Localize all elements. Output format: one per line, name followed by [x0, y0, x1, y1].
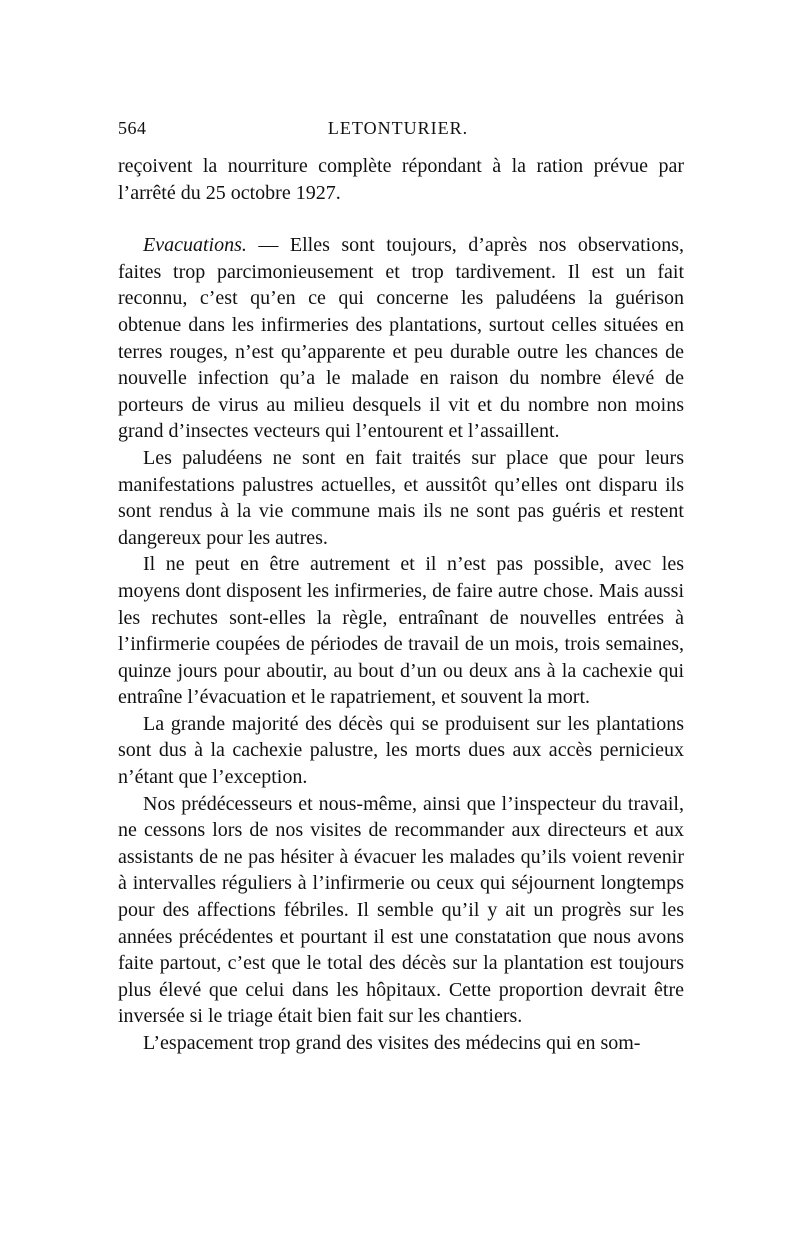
paragraph-text: Il ne peut en être autrement et il n’est pas possible, avec les moyens dont disposent les infirmeries, de faire autre chose. Mais aussi les rechutes sont-elles la règle, entraînant de nouvelles entrées à l’infirmerie coupées de périodes de travail de un mois, trois semaines, quinze jours pour aboutir, au bout d’un ou deux ans à la cachexie qui entraîne l’évacuation et le rapatriement, et souvent la mort. — [118, 553, 684, 709]
paragraph-predecesseurs — [118, 791, 684, 1030]
page-number: 564 — [118, 118, 147, 138]
paragraph-espacement — [118, 1030, 684, 1057]
body-text — [118, 153, 684, 1057]
paragraph-rechutes — [118, 551, 684, 711]
paragraph-text: L’espacement trop grand des visites des médecins qui en som- — [143, 1032, 641, 1054]
paragraph-text: Les paludéens ne sont en fait traités sur place que pour leurs manifestations palustres actuelles, et aussitôt qu’elles ont disparu ils sont rendus à la vie commune mais ils ne sont pas guéris et restent dangereux pour les autres. — [118, 446, 684, 549]
paragraph-deces — [118, 711, 684, 791]
running-head: LETONTURIER. — [327, 118, 469, 138]
section-run-in-heading: Evacuations. — [143, 234, 247, 257]
paragraph-ration — [118, 153, 684, 206]
paragraph-text: La grande majorité des décès qui se produisent sur les plantations sont dus à la cachexie palustre, les morts dues aux accès pernicieux n’étant que l’exception. — [118, 712, 684, 789]
paragraph-text: — Elles sont toujours, d’après nos observations, faites trop parcimonieusement et trop tardivement. Il est un fait reconnu, c’est qu’en ce qui concerne les paludéens la guérison obtenue dans les infirmeries des plantations, surtout celles situées en terres rouges, n’est qu’apparente et peu durable outre les chances de nouvelle infection qu’a le malade en raison du nombre élevé de porteurs de virus au milieu desquels il vit et du nombre non moins grand d’insectes vecteurs qui l’entourent et l’assaillent. — [118, 234, 684, 443]
page-header — [118, 118, 678, 142]
paragraph-text: Nos prédécesseurs et nous-même, ainsi que l’inspecteur du travail, ne cessons lors de nos visites de recommander aux directeurs et aux assistants de ne pas hésiter à évacuer les malades qu’ils voient revenir à intervalles réguliers à l’infirmerie ou ceux qui séjournent longtemps pour des affections fébriles. Il semble qu’il y ait un progrès sur les années précédentes et pourtant il est une constatation que nous avons faite partout, c’est que le total des décès sur la plantation est toujours plus élevé que celui dans les hôpitaux. Cette proportion devrait être inversée si le triage était bien fait sur les chantiers. — [118, 792, 684, 1028]
paragraph-paludeens — [118, 445, 684, 551]
paragraph-text: reçoivent la nourriture complète répondant à la ration prévue par l’arrêté du 25 octobre 1927. — [118, 155, 684, 204]
paragraph-evacuations — [118, 232, 684, 445]
